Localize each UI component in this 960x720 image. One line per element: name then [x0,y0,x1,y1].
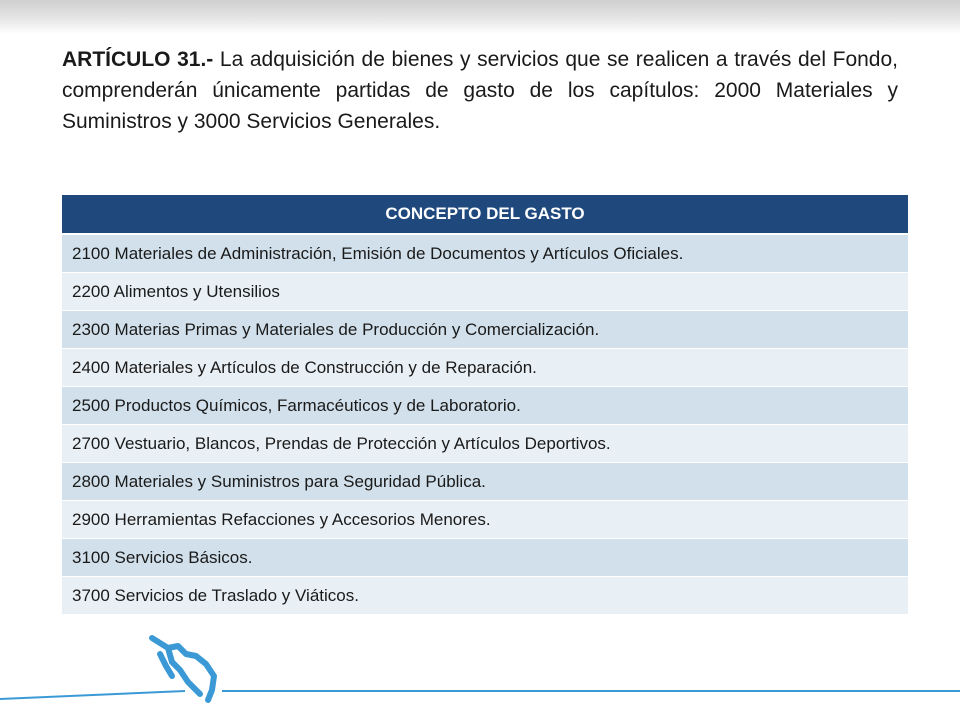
table-row [62,349,908,387]
article-paragraph [62,44,898,137]
table-cell: 2800 Materiales y Suministros para Seguridad Pública. [62,463,908,501]
expense-concept-table [62,195,908,615]
table-row [62,425,908,463]
table-cell: 2300 Materias Primas y Materiales de Producción y Comercialización. [62,311,908,349]
article-lead: ARTÍCULO 31.- [62,48,214,71]
table-row [62,463,908,501]
table-cell: 2500 Productos Químicos, Farmacéuticos y de Laboratorio. [62,387,908,425]
table-row [62,501,908,539]
footer-line-left [0,691,185,699]
table-cell: 2200 Alimentos y Utensilios [62,273,908,311]
top-gradient-band [0,0,960,34]
table-cell: 3100 Servicios Básicos. [62,539,908,577]
table-cell: 2900 Herramientas Refacciones y Accesorios Menores. [62,501,908,539]
table-row [62,273,908,311]
table-header: CONCEPTO DEL GASTO [62,195,908,234]
table-cell: 3700 Servicios de Traslado y Viáticos. [62,577,908,615]
table-row [62,234,908,273]
table-cell: 2700 Vestuario, Blancos, Prendas de Protección y Artículos Deportivos. [62,425,908,463]
table-cell: 2400 Materiales y Artículos de Construcción y de Reparación. [62,349,908,387]
article-text: La adquisición de bienes y servicios que se realicen a través del Fondo, comprenderán únicamente partidas de gasto de los capítulos: 2000 Materiales y Suministros y 3000 Servicios Generales. [62,48,898,133]
table-header-row [62,195,908,234]
table-cell: 2100 Materiales de Administración, Emisión de Documentos y Artículos Oficiales. [62,234,908,273]
table-row [62,311,908,349]
table-row [62,577,908,615]
table-row [62,387,908,425]
footer-decoration [0,620,960,720]
table-row [62,539,908,577]
